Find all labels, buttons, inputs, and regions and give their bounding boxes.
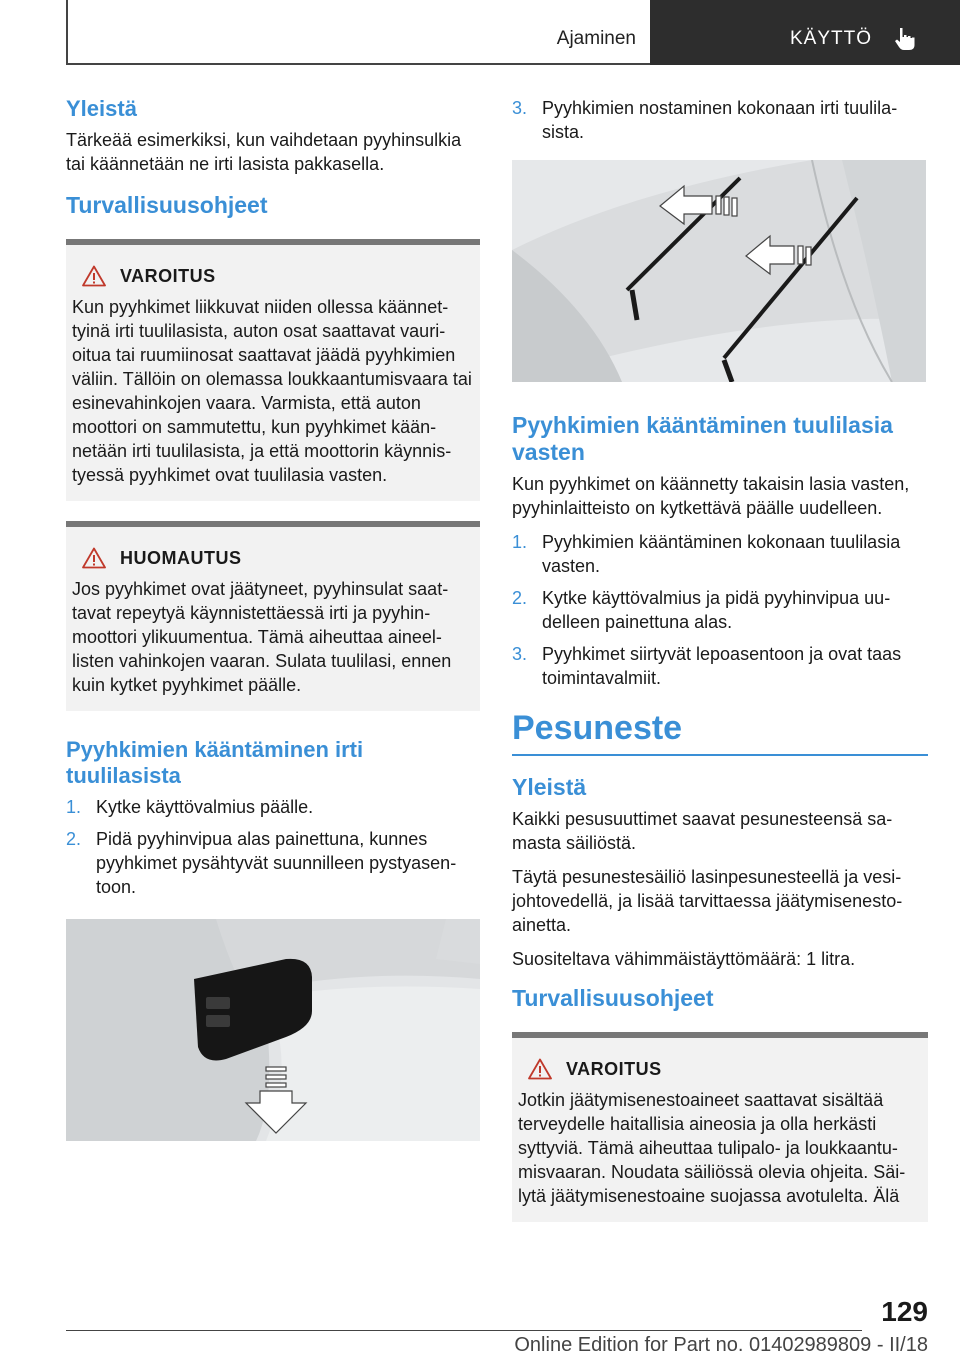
washer-paragraph-1: Kaikki pesusuuttimet saavat pesunesteensä samasta säiliöstä. (512, 809, 893, 853)
washer-warning-box (512, 1032, 928, 1222)
fold-out-step-3 (512, 96, 928, 144)
heading-general-washer: Yleistä (512, 774, 587, 800)
left-column (66, 96, 480, 1141)
notice-text: Jos pyyhkimet ovat jäätyneet, pyyhinsulat saattavat repeytyä käynnistettäessä irti ja pyyhinmoottori ylikuumentua. Tämä aiheuttaa aineellisten vahinkojen vaaran. Sulata tuulilasi, ennen kuin kytket pyyhkimet päälle. (72, 579, 452, 695)
washer-warning-text: Jotkin jäätymisenestoaineet saattavat sisältää terveydelle haitallisia aineosia ja olla herkästi syttyviä. Tämä aiheuttaa tulipalo- ja loukkaantumisvaaran. Noudata säiliössä olevia ohjeita. Säilytä jäätymisenestoaine suojassa avotulelta. Älä (518, 1090, 906, 1206)
list-item: 2. Pidä pyyhinvipua alas painettuna, kunnes pyyhkimet pysähtyvät suunnilleen pystyasentoon. (66, 829, 457, 897)
list-item: 1. Kytke käyttövalmius päälle. (66, 797, 314, 817)
notice-title: HUOMAUTUS (120, 547, 242, 568)
heading-safety-washer: Turvallisuusohjeet (512, 985, 714, 1011)
right-column (512, 96, 928, 1222)
notice-box (66, 521, 480, 711)
washer-paragraph-2: Täytä pesunestesäiliö lasinpesunesteellä ja vesijohtovedellä, ja lisää tarvittaessa jäätymisenestoainetta. (512, 867, 903, 935)
heading-fold-back: Pyyhkimien kääntäminen tuulilasia vasten (512, 412, 893, 465)
warning-text: Kun pyyhkimet liikkuvat niiden ollessa käännettyinä irti tuulilasista, auton osat saattavat vaurioitua tai ruumiinosat saattavat jäädä pyyhkimien väliin. Tällöin on olemassa loukkaantumisvaara tai esinevahinkojen vaara. Varmista, että auton moottori on sammutettu, kun pyyhkimet käännetään irti tuulilasista, ja että moottorin käynnistyessä pyyhkimet ovat tuulilasia vasten. (72, 297, 472, 485)
warning-title: VAROITUS (120, 265, 216, 286)
list-item: 3. Pyyhkimet siirtyvät lepoasentoon ja ovat taas toimintavalmiit. (512, 644, 902, 688)
hand-pointer-icon (892, 26, 918, 52)
heading-rule (512, 754, 928, 756)
list-item: 1. Pyyhkimien kääntäminen kokonaan tuulilasia vasten. (512, 532, 901, 576)
footer-rule (66, 1330, 862, 1331)
fold-out-steps (66, 795, 480, 899)
washer-paragraph-3: Suositeltava vähimmäistäyttömäärä: 1 litra. (512, 949, 856, 969)
fold-back-steps (512, 530, 928, 690)
footer-edition: Online Edition for Part no. 01402989809 - II/18 (514, 1334, 928, 1356)
header-section: Ajaminen (556, 28, 636, 49)
wiper-lever-illustration (66, 919, 480, 1141)
warning-triangle-icon (82, 547, 106, 569)
heading-fold-out: Pyyhkimien kääntäminen irti tuulilasista (66, 737, 364, 788)
warning-triangle-icon (82, 265, 106, 287)
header-rule-vertical (66, 0, 68, 64)
windshield-wipers-illustration (512, 160, 926, 382)
header-chapter: KÄYTTÖ (790, 28, 873, 49)
washer-warning-title: VAROITUS (566, 1058, 662, 1079)
warning-box (66, 239, 480, 501)
fold-back-paragraph: Kun pyyhkimet on käännetty takaisin lasia vasten, pyyhinlaitteisto on kytkettävä päälle uudelleen. (512, 474, 910, 518)
header-rule (66, 63, 650, 65)
heading-general: Yleistä (66, 96, 137, 121)
list-item: 3. Pyyhkimien nostaminen kokonaan irti tuulilasista. (512, 98, 898, 142)
heading-safety: Turvallisuusohjeet (66, 192, 268, 218)
list-item: 2. Kytke käyttövalmius ja pidä pyyhinvipua uudelleen painettuna alas. (512, 588, 891, 632)
heading-washer-fluid: Pesuneste (512, 709, 683, 747)
general-paragraph: Tärkeää esimerkiksi, kun vaihdetaan pyyhinsulkia tai käännetään ne irti lasista pakkasella. (66, 130, 462, 174)
page-number: 129 (881, 1296, 928, 1327)
warning-triangle-icon (528, 1058, 552, 1080)
